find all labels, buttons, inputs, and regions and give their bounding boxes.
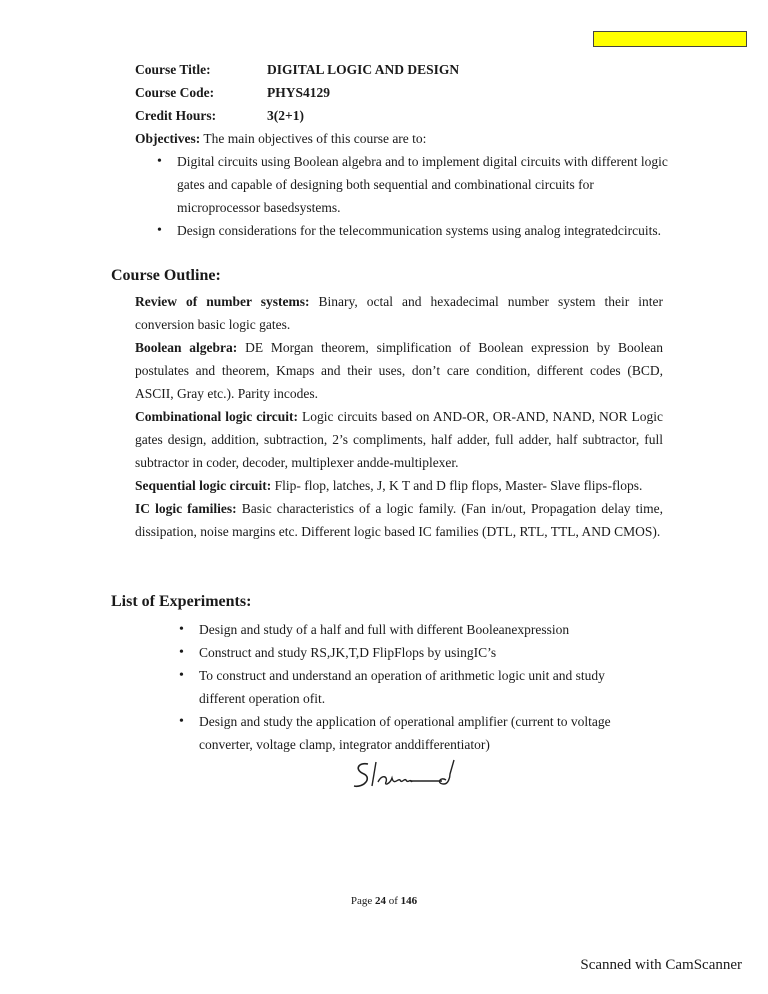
handwritten-signature — [350, 756, 470, 796]
experiment-item: • To construct and understand an operation of arithmetic logic unit and study different operation ofit. — [175, 664, 615, 710]
outline-section-text: Binary, octal and hexadecimal number system their inter conversion basic logic gates. — [135, 294, 663, 332]
experiments-list — [175, 618, 615, 756]
outline-paragraph — [135, 497, 663, 543]
objective-item: • Design considerations for the telecommunication systems using analog integratedcircuits. — [153, 219, 673, 242]
objectives-list — [153, 150, 673, 242]
experiment-item: • Construct and study RS,JK,T,D FlipFlops by usingIC’s — [175, 641, 615, 664]
outline-paragraph — [135, 290, 663, 336]
credit-hours-label: Credit Hours: — [135, 108, 217, 123]
course-title: DIGITAL LOGIC AND DESIGN — [267, 62, 460, 77]
course-outline-body — [135, 290, 663, 543]
objective-item: • Digital circuits using Boolean algebra and to implement digital circuits with different logic gates and capable of designing both sequential and combinational circuits for microprocessor basedsystems. — [153, 150, 673, 219]
credit-hours-row — [135, 108, 304, 124]
objectives-label: Objectives: — [135, 131, 201, 146]
outline-section-title: IC logic families: — [135, 501, 237, 516]
outline-section-text: DE Morgan theorem, simplification of Boolean expression by Boolean postulates and theorem, Kmaps and their uses, don’t care condition, different codes (BCD, ASCII, Gray etc.). Parity incodes. — [135, 340, 663, 401]
course-code: PHYS4129 — [267, 85, 331, 100]
course-code-row — [135, 85, 330, 101]
objectives-intro — [135, 131, 426, 147]
experiment-item: • Design and study the application of operational amplifier (current to voltage converter, voltage clamp, integrator anddifferentiator) — [175, 710, 615, 756]
outline-paragraph — [135, 474, 663, 497]
objectives-intro-text: The main objectives of this course are to: — [200, 131, 427, 146]
course-code-label: Course Code: — [135, 85, 215, 100]
course-title-row — [135, 62, 459, 78]
course-outline-heading: Course Outline: — [111, 267, 221, 284]
outline-section-title: Review of number systems: — [135, 294, 310, 309]
outline-section-text: Logic circuits based on AND-OR, OR-AND, NAND, NOR Logic gates design, addition, subtraction, 2’s compliments, half adder, full adder, half subtractor, full subtractor in coder, decoder, multiplexer andde-multiplexer. — [135, 409, 663, 470]
scanner-watermark: Scanned with CamScanner — [580, 957, 742, 973]
course-title-label: Course Title: — [135, 62, 211, 77]
experiment-item: • Design and study of a half and full with different Booleanexpression — [175, 618, 615, 641]
outline-section-text: Flip- flop, latches, J, K T and D flip flops, Master- Slave flips-flops. — [271, 478, 643, 493]
outline-section-title: Boolean algebra: — [135, 340, 238, 355]
page-number — [0, 895, 768, 907]
outline-section-title: Sequential logic circuit: — [135, 478, 272, 493]
total-pages: 146 — [400, 895, 418, 907]
highlight-box — [593, 31, 747, 47]
outline-section-title: Combinational logic circuit: — [135, 409, 299, 424]
outline-paragraph — [135, 405, 663, 474]
outline-paragraph — [135, 336, 663, 405]
experiments-heading: List of Experiments: — [111, 593, 252, 610]
outline-section-text: Basic characteristics of a logic family. (Fan in/out, Propagation delay time, dissipation, noise margins etc. Different logic based IC families (DTL, RTL, TTL, AND CMOS). — [135, 501, 663, 539]
page-prefix: Page — [350, 895, 375, 907]
page-of: of — [385, 895, 401, 907]
credit-hours: 3(2+1) — [267, 108, 304, 123]
current-page: 24 — [374, 895, 386, 907]
